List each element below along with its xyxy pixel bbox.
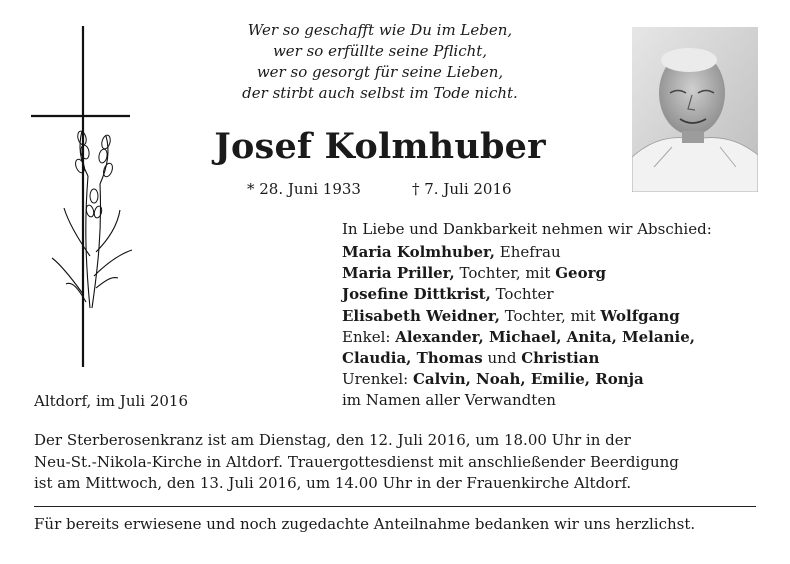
- mourner-line: [342, 306, 695, 327]
- mourner-line: [342, 390, 695, 411]
- mourner-text: Enkel:: [342, 327, 396, 346]
- mourner-text: im Namen aller Verwandten: [342, 391, 556, 410]
- mourner-text: Tochter, mit: [499, 306, 601, 325]
- deceased-name: Josef Kolmhuber: [214, 126, 546, 167]
- mourner-text: Urenkel:: [342, 370, 413, 389]
- mourner-text: Josefine Dittkrist,: [342, 285, 491, 304]
- mourner-line: [342, 369, 695, 390]
- funeral-line: Neu-St.-Nikola-Kirche in Altdorf. Trauergottesdienst mit anschließender Beerdigung: [34, 452, 679, 471]
- mourner-line: [342, 348, 695, 369]
- funeral-line: Der Sterberosenkranz ist am Dienstag, den 12. Juli 2016, um 18.00 Uhr in der: [34, 431, 631, 449]
- farewell-intro: In Liebe und Dankbarkeit nehmen wir Abschied:: [342, 220, 712, 238]
- portrait-photo: [632, 27, 758, 192]
- mourner-line: [342, 327, 695, 348]
- mourner-text: Alexander, Michael, Anita, Melanie,: [395, 327, 695, 346]
- mourner-line: [342, 284, 695, 305]
- mourner-text: Maria Kolmhuber,: [342, 243, 496, 261]
- poem-line: wer so erfüllte seine Pflicht,: [272, 42, 488, 60]
- poem-line: wer so gesorgt für seine Lieben,: [256, 63, 504, 81]
- mourner-text: Claudia, Thomas: [342, 349, 483, 368]
- mourner-line: [342, 263, 695, 284]
- mourners-list: [342, 242, 695, 412]
- place-date: Altdorf, im Juli 2016: [34, 392, 189, 410]
- mourner-text: Ehefrau: [495, 243, 561, 261]
- mourner-text: Christian: [521, 349, 600, 368]
- poem-line: Wer so geschafft wie Du im Leben,: [247, 21, 513, 39]
- mourner-text: Elisabeth Weidner,: [342, 306, 500, 325]
- mourner-text: Tochter, mit: [454, 264, 556, 283]
- mourner-text: Georg: [555, 264, 606, 283]
- funeral-line: ist am Mittwoch, den 13. Juli 2016, um 14.00 Uhr in der Frauenkirche Altdorf.: [34, 474, 632, 492]
- mourner-text: Tochter: [490, 285, 554, 304]
- mourner-text: Wolfgang: [600, 306, 680, 325]
- poem-line: der stirbt auch selbst im Tode nicht.: [242, 84, 518, 102]
- divider: [34, 506, 756, 507]
- cross-wheat-icon: [28, 26, 138, 371]
- birth-date: * 28. Juni 1933: [247, 180, 361, 198]
- mourner-line: [342, 242, 695, 263]
- mourner-text: Calvin, Noah, Emilie, Ronja: [412, 370, 644, 389]
- death-date: † 7. Juli 2016: [412, 180, 512, 198]
- funeral-details: [34, 430, 756, 495]
- poem: [200, 20, 560, 104]
- mourner-text: und: [482, 349, 522, 368]
- mourner-text: Maria Priller,: [342, 264, 455, 283]
- thanks-note: Für bereits erwiesene und noch zugedachte Anteilnahme bedanken wir uns herzlichst.: [34, 515, 696, 533]
